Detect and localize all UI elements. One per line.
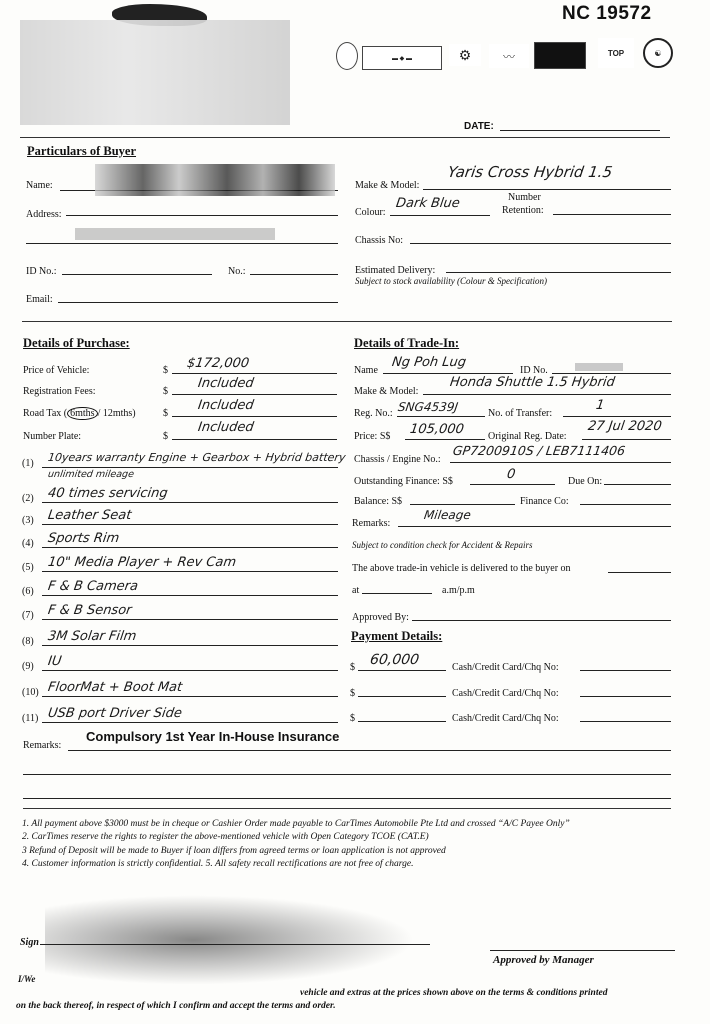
item-line[interactable] <box>42 595 338 596</box>
delivered-on-line[interactable] <box>608 572 671 573</box>
manager-line[interactable] <box>490 950 675 951</box>
item-text: IU <box>46 654 63 669</box>
seal-logo <box>336 42 358 70</box>
declaration-line-2: on the back thereof, in respect of which I confirm and accept the terms and order. <box>16 1001 336 1011</box>
buyer-no-line[interactable] <box>250 274 338 275</box>
item-text: F & B Camera <box>46 579 140 594</box>
buyer-email-line[interactable] <box>58 302 338 303</box>
item-number: (1) <box>22 458 34 469</box>
trade-note-2: The above trade-in vehicle is delivered to the buyer on <box>352 563 571 574</box>
finance-value: 0 <box>505 467 517 482</box>
item-text: FloorMat + Boot Mat <box>46 680 184 695</box>
item-line[interactable] <box>42 502 338 503</box>
item-text: Leather Seat <box>46 508 133 523</box>
delivery-line[interactable] <box>446 272 671 273</box>
item-line[interactable] <box>42 722 338 723</box>
item-text: 10" Media Player + Rev Cam <box>46 555 238 570</box>
buyer-heading: Particulars of Buyer <box>27 144 137 158</box>
payment-method-line-3[interactable] <box>580 721 671 722</box>
redacted-name <box>95 164 335 196</box>
road-tax-label <box>23 408 136 419</box>
item-text: 3M Solar Film <box>46 629 138 644</box>
balance-label: Balance: S$ <box>354 496 403 507</box>
item-text: USB port Driver Side <box>46 706 183 721</box>
term-4: 4. Customer information is strictly confidential. 5. All safety recall rectifications are not free of charge. <box>22 859 414 869</box>
plate-dollar: $ <box>163 431 168 442</box>
trade-name-line[interactable] <box>383 373 513 374</box>
signature-label: Sign <box>20 937 39 948</box>
finance-line[interactable] <box>470 484 555 485</box>
orig-reg-line[interactable] <box>582 439 671 440</box>
registration-value: Included <box>196 376 255 391</box>
cycle-logo: ⚙ <box>449 44 481 66</box>
registration-dollar: $ <box>163 386 168 397</box>
retention-line[interactable] <box>553 214 671 215</box>
top-logo: TOP <box>598 38 634 68</box>
payment-method-line-1[interactable] <box>580 670 671 671</box>
trade-remarks-label: Remarks: <box>352 518 391 529</box>
trade-chassis-value: GP7200910S / LEB7111406 <box>451 443 627 458</box>
date-line[interactable] <box>500 130 660 131</box>
colour-value: Dark Blue <box>394 196 461 211</box>
buyer-address-line-2[interactable] <box>26 243 338 244</box>
colour-label: Colour: <box>355 207 386 218</box>
at-line[interactable] <box>362 593 432 594</box>
price-label: Price of Vehicle: <box>23 365 90 376</box>
item-line[interactable] <box>42 670 338 671</box>
trade-chassis-line[interactable] <box>450 462 671 463</box>
item-line[interactable] <box>42 571 338 572</box>
signature-line[interactable] <box>40 944 430 945</box>
colour-line[interactable] <box>390 215 490 216</box>
trade-id-line[interactable] <box>552 373 671 374</box>
trade-name-label: Name <box>354 365 378 376</box>
redacted-trade-id <box>575 363 623 371</box>
trade-price-line[interactable] <box>405 439 485 440</box>
payment-amount-line-3[interactable] <box>358 721 446 722</box>
item-number: (2) <box>22 493 34 504</box>
trade-make-label: Make & Model: <box>354 386 419 397</box>
approved-by-label: Approved By: <box>352 612 409 623</box>
purchase-remarks-label: Remarks: <box>23 740 62 751</box>
payment-dollar-1: $ <box>350 662 355 673</box>
buyer-email-label: Email: <box>26 294 53 305</box>
road-tax-circled: 6mths <box>67 407 97 420</box>
date-label: DATE: <box>464 121 494 132</box>
orig-reg-value: 27 Jul 2020 <box>586 419 663 434</box>
chassis-label: Chassis No: <box>355 235 404 246</box>
road-tax-value: Included <box>196 398 255 413</box>
term-2: 2. CarTimes reserve the rights to register the above-mentioned vehicle with Open Category TCOE (CAT.E) <box>22 832 429 842</box>
number-label: Number <box>508 192 541 203</box>
trade-in-heading: Details of Trade-In: <box>354 336 460 350</box>
at-label: at <box>352 585 360 596</box>
item-line[interactable] <box>42 467 338 468</box>
buyer-address-line[interactable] <box>66 215 338 216</box>
item-number: (4) <box>22 538 34 549</box>
price-dollar: $ <box>163 365 168 376</box>
remarks-line-2[interactable] <box>23 774 671 775</box>
buyer-id-label: ID No.: <box>26 266 57 277</box>
orig-reg-label: Original Reg. Date: <box>488 431 567 442</box>
item-text: 40 times servicing <box>46 486 169 501</box>
redacted-address <box>75 228 275 240</box>
dark-logo <box>534 42 586 69</box>
item-number: (3) <box>22 515 34 526</box>
payment-amount-line-2[interactable] <box>358 696 446 697</box>
item-number: (8) <box>22 636 34 647</box>
trade-reg-value: SNG4539J <box>397 400 459 414</box>
trade-reg-line[interactable] <box>397 416 485 417</box>
transfer-label: No. of Transfer: <box>488 408 553 419</box>
item-number: (7) <box>22 610 34 621</box>
delivery-label: Estimated Delivery: <box>355 265 436 276</box>
item-line[interactable] <box>42 619 338 620</box>
item-text: Sports Rim <box>46 531 121 546</box>
payment-amount-line-1[interactable] <box>358 670 446 671</box>
make-model-label: Make & Model: <box>355 180 420 191</box>
redacted-company-block <box>20 20 290 125</box>
approved-by-line[interactable] <box>412 620 671 621</box>
item-text: unlimited mileage <box>47 469 135 480</box>
item-text: F & B Sensor <box>46 603 133 618</box>
item-text: 10years warranty Engine + Gearbox + Hybrid battery <box>47 451 347 464</box>
trade-chassis-label: Chassis / Engine No.: <box>354 454 441 465</box>
transfer-line[interactable] <box>563 416 671 417</box>
finance-label: Outstanding Finance: S$ <box>354 476 453 487</box>
buyer-name-label: Name: <box>26 180 53 191</box>
registration-label: Registration Fees: <box>23 386 96 397</box>
plate-line[interactable] <box>172 439 337 440</box>
payment-dollar-3: $ <box>350 713 355 724</box>
trade-price-label: Price: S$ <box>354 431 391 442</box>
road-tax-suffix: / 12mths) <box>97 408 136 419</box>
item-number: (6) <box>22 586 34 597</box>
payment-heading: Payment Details: <box>351 629 443 643</box>
payment-method-label-1: Cash/Credit Card/Chq No: <box>452 662 559 673</box>
term-1: 1. All payment above $3000 must be in cheque or Cashier Order made payable to CarTimes Automobile Pte Ltd and crossed “A/C Payee Only” <box>22 819 570 829</box>
registration-line[interactable] <box>172 394 337 395</box>
payment-method-label-3: Cash/Credit Card/Chq No: <box>452 713 559 724</box>
brand-logo: ▬ ◆ ▬ <box>362 46 442 70</box>
trade-price-value: 105,000 <box>408 422 465 437</box>
declaration-prefix: I/We <box>18 974 36 984</box>
redacted-signature <box>45 895 415 985</box>
approved-by-manager: Approved by Manager <box>493 954 594 966</box>
trade-id-label: ID No. <box>520 365 548 376</box>
balance-line[interactable] <box>410 504 515 505</box>
delivery-note: Subject to stock availability (Colour & Specification) <box>355 276 547 286</box>
transfer-value: 1 <box>594 398 606 413</box>
header-rule <box>20 137 670 138</box>
plate-value: Included <box>196 420 255 435</box>
purchase-heading: Details of Purchase: <box>23 336 130 350</box>
due-line[interactable] <box>604 484 671 485</box>
retention-label: Retention: <box>502 205 544 216</box>
ampm-label: a.m/p.m <box>442 585 475 596</box>
payment-method-line-2[interactable] <box>580 696 671 697</box>
terms-rule <box>23 808 671 809</box>
section-rule <box>22 321 672 322</box>
purchase-remarks-line[interactable] <box>68 750 671 751</box>
item-line[interactable] <box>42 645 338 646</box>
item-line[interactable] <box>42 524 338 525</box>
payment-amount-1: 60,000 <box>368 652 421 668</box>
price-value: $172,000 <box>185 356 251 371</box>
trade-remarks-line[interactable] <box>398 526 671 527</box>
plate-label: Number Plate: <box>23 431 82 442</box>
make-model-line[interactable] <box>423 189 671 190</box>
item-number: (10) <box>22 687 39 698</box>
payment-dollar-2: $ <box>350 688 355 699</box>
chassis-line[interactable] <box>410 243 671 244</box>
buyer-id-line[interactable] <box>62 274 212 275</box>
buyer-no-label: No.: <box>228 266 246 277</box>
item-number: (9) <box>22 661 34 672</box>
trade-reg-label: Reg. No.: <box>354 408 393 419</box>
round-logo: ☯ <box>643 38 673 68</box>
trade-make-value: Honda Shuttle 1.5 Hybrid <box>448 375 616 390</box>
make-model-value: Yaris Cross Hybrid 1.5 <box>446 163 614 181</box>
declaration-tail: vehicle and extras at the prices shown above on the terms & conditions printed <box>300 988 608 998</box>
finance-co-label: Finance Co: <box>520 496 569 507</box>
item-number: (5) <box>22 562 34 573</box>
form-number: NC 19572 <box>562 3 652 24</box>
item-line[interactable] <box>42 547 338 548</box>
trade-name-value: Ng Poh Lug <box>390 355 468 370</box>
trade-make-line[interactable] <box>423 394 671 395</box>
due-label: Due On: <box>568 476 603 487</box>
remarks-line-3[interactable] <box>23 798 671 799</box>
trade-note-1: Subject to condition check for Accident & Repairs <box>352 540 533 550</box>
item-number: (11) <box>22 713 39 724</box>
item-line[interactable] <box>42 696 338 697</box>
wave-logo: 〰 <box>489 44 529 68</box>
road-tax-line[interactable] <box>172 416 337 417</box>
payment-method-label-2: Cash/Credit Card/Chq No: <box>452 688 559 699</box>
buyer-address-label: Address: <box>26 209 62 220</box>
purchase-remarks-value: Compulsory 1st Year In-House Insurance <box>86 729 340 744</box>
road-tax-dollar: $ <box>163 408 168 419</box>
trade-remarks-value: Mileage <box>423 508 472 522</box>
term-3: 3 Refund of Deposit will be made to Buyer if loan differs from agreed terms or loan application is not approved <box>22 846 446 856</box>
price-line[interactable] <box>172 373 337 374</box>
finance-co-line[interactable] <box>580 504 671 505</box>
road-tax-prefix: Road Tax ( <box>23 408 68 419</box>
